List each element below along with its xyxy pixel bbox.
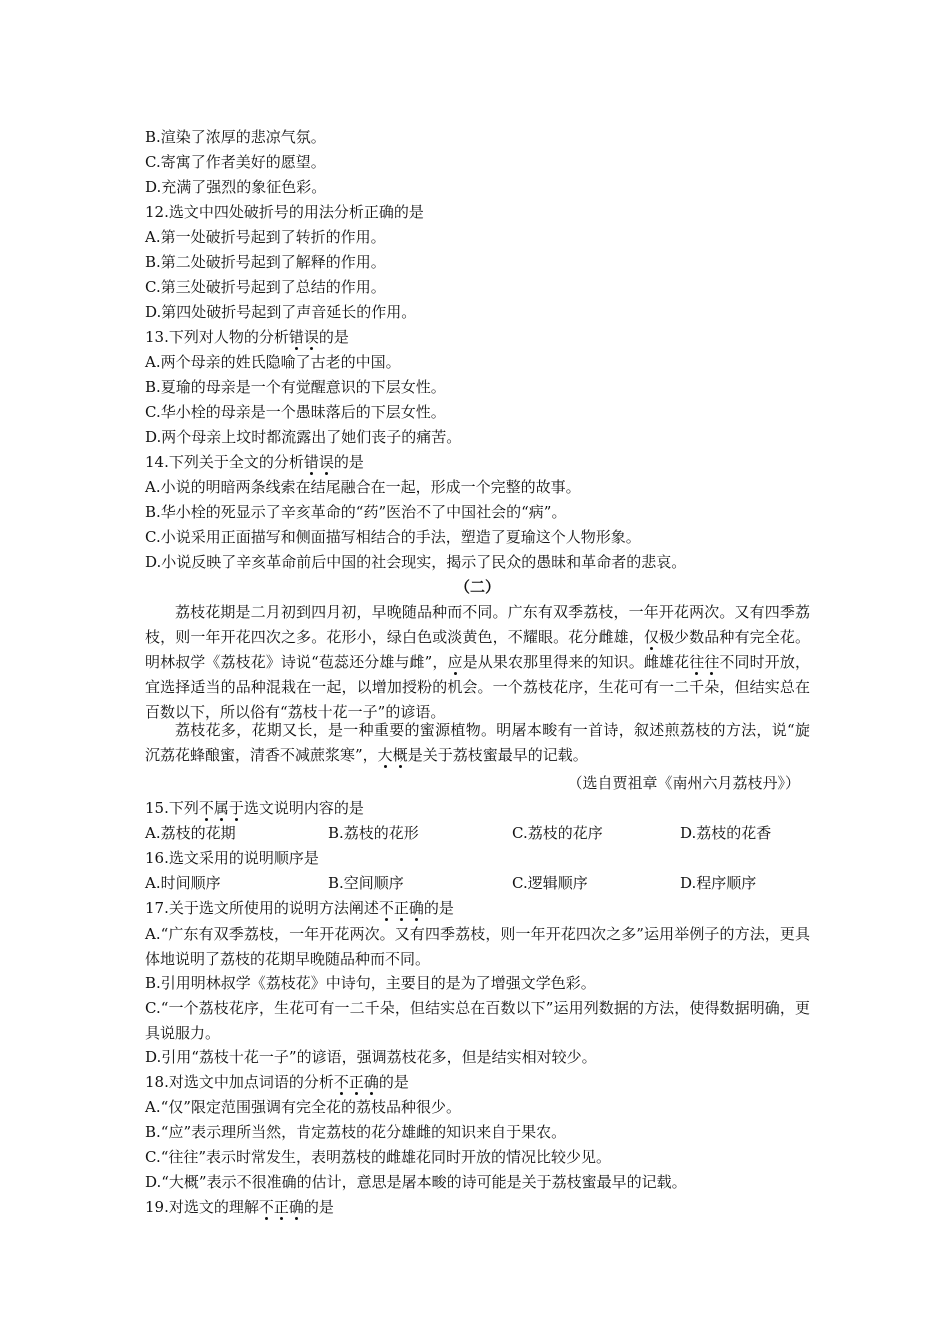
q16-option-c: C.逻辑顺序 (512, 874, 588, 892)
q14-stem-post: 的是 (333, 453, 364, 471)
q17-option-d: D.引用“荔枝十花一子”的谚语，强调荔枝花多，但是结实相对较少。 (145, 1048, 597, 1066)
q13-option-d: D.两个母亲上坟时都流露出了她们丧子的痛苦。 (145, 428, 462, 446)
emphasis-dot: 确 (288, 1198, 304, 1216)
q16-option-b: B.空间顺序 (328, 874, 404, 892)
passage-text: 是从果农那里得来的知识。雌雄花 (462, 653, 690, 671)
q14-stem (145, 451, 810, 473)
q14-option-d: D.小说反映了辛亥革命前后中国的社会现实，揭示了民众的愚昧和革命者的悲哀。 (145, 553, 687, 571)
emphasis-dot: 不 (198, 799, 214, 817)
q15-stem-post: 选文说明内容的是 (243, 799, 364, 817)
q19-stem (145, 1196, 810, 1218)
q14-option-b: B.华小栓的死显示了辛亥革命的“药”医治不了中国社会的“病”。 (145, 503, 567, 521)
q15-option-c: C.荔枝的花序 (512, 824, 603, 842)
q12-option-b: B.第二处破折号起到了解释的作用。 (145, 253, 386, 271)
q17-option-c: C.“一个荔枝花序，生花可有一二千朵，但结实总在百数以下”运用列数据的方法，使得数据明确，更具说服力。 (145, 999, 810, 1042)
emphasis-dot: 仅 (643, 628, 659, 646)
emphasis-dot: 正 (393, 899, 409, 917)
q13-option-c: C.华小栓的母亲是一个愚昧落后的下层女性。 (145, 403, 446, 421)
q11-option-b: B.渲染了浓厚的悲凉气氛。 (145, 128, 326, 146)
q16-option-d: D.程序顺序 (680, 874, 757, 892)
emphasis-dot: 正 (348, 1073, 364, 1091)
passage-text: 极少数品种有完全花。明林叔学《荔枝花》诗说“苞蕊还分雄与雌”， (145, 628, 810, 671)
q16-option-a: A.时间顺序 (145, 874, 221, 892)
passage-text: 荔枝花期是二月初到四月初，早晚随品种而不同。广东有双季荔枝，一年开花两次。又有四季荔枝，则一年开花四次之多。花形小，绿白色或淡黄色，不耀眼。花分雌雄， (145, 603, 810, 646)
q15-option-d: D.荔枝的花香 (680, 824, 772, 842)
q18-option-b: B.“应”表示理所当然，肯定荔枝的花分雄雌的知识来自于果农。 (145, 1123, 567, 1141)
passage-text: 荔枝花多，花期又长，是一种重要的蜜源植物。明屠本畯有一首诗，叙述煎荔枝的方法，说“旋沉荔花蜂酿蜜，清香不减蔗浆寒”， (145, 721, 810, 764)
emphasis-dot: 概 (392, 746, 408, 764)
q17-option-b: B.引用明林叔学《荔枝花》中诗句，主要目的是为了增强文学色彩。 (145, 974, 596, 992)
q19-stem-post: 的是 (303, 1198, 334, 1216)
section-2-title: （二） (454, 578, 500, 596)
passage-source: （选自贾祖章《南州六月荔枝丹》） (567, 774, 800, 792)
q15-stem (145, 797, 810, 819)
q13-option-a: A.两个母亲的姓氏隐喻了古老的中国。 (145, 353, 401, 371)
emphasis-dot: 错 (303, 453, 319, 471)
q19-stem-pre: 19.对选文的理解 (145, 1198, 259, 1216)
q12-option-a: A.第一处破折号起到了转折的作用。 (145, 228, 386, 246)
emphasis-dot: 确 (408, 899, 424, 917)
q14-option-a: A.小说的明暗两条线索在结尾融合在一起，形成一个完整的故事。 (145, 478, 581, 496)
q13-stem-post: 的是 (318, 328, 349, 346)
emphasis-dot: 不 (258, 1198, 274, 1216)
q17-stem (145, 897, 810, 919)
q15-option-a: A.荔枝的花期 (145, 824, 236, 842)
emphasis-dot: 正 (273, 1198, 289, 1216)
emphasis-dot: 确 (363, 1073, 379, 1091)
q18-option-d: D.“大概”表示不很准确的估计，意思是屠本畯的诗可能是关于荔枝蜜最早的记载。 (145, 1173, 687, 1191)
q12-stem: 12.选文中四处破折号的用法分析正确的是 (145, 203, 424, 221)
emphasis-dot: 不 (333, 1073, 349, 1091)
emphasis-dot: 往 (704, 653, 720, 671)
q13-stem (145, 326, 810, 348)
q14-option-c: C.小说采用正面描写和侧面描写相结合的手法，塑造了夏瑜这个人物形象。 (145, 528, 641, 546)
q18-stem-pre: 18.对选文中加点词语的分析 (145, 1073, 334, 1091)
q15-stem-pre: 15.下列 (145, 799, 199, 817)
q11-option-d: D.充满了强烈的象征色彩。 (145, 178, 327, 196)
emphasis-dot: 大 (377, 746, 393, 764)
q14-stem-pre: 14.下列关于全文的分析 (145, 453, 304, 471)
q13-stem-pre: 13.下列对人物的分析 (145, 328, 289, 346)
passage-text: 是关于荔枝蜜最早的记载。 (407, 746, 588, 764)
q11-option-c: C.寄寓了作者美好的愿望。 (145, 153, 326, 171)
emphasis-dot: 不 (378, 899, 394, 917)
q18-option-a: A.“仅”限定范围强调有完全花的荔枝品种很少。 (145, 1098, 461, 1116)
q18-stem-post: 的是 (378, 1073, 409, 1091)
emphasis-dot: 属 (213, 799, 229, 817)
emphasis-dot: 往 (689, 653, 705, 671)
emphasis-dot: 错 (288, 328, 304, 346)
q17-stem-pre: 17.关于选文所使用的说明方法阐述 (145, 899, 379, 917)
emphasis-dot: 误 (303, 328, 319, 346)
emphasis-dot: 误 (318, 453, 334, 471)
q18-stem (145, 1071, 810, 1093)
passage-paragraph-1 (145, 600, 810, 725)
q13-option-b: B.夏瑜的母亲是一个有觉醒意识的下层女性。 (145, 378, 446, 396)
q16-stem: 16.选文采用的说明顺序是 (145, 849, 319, 867)
passage-paragraph-2 (145, 718, 810, 768)
passage-text: 不同时开放，宜选择适当的品种混栽在一起，以增加授粉的机会。一个荔枝花序，生花可有一二千朵，但结实总在百数以下，所以俗有“荔枝十花一子”的谚语。 (145, 653, 810, 721)
q18-option-c: C.“往往”表示时常发生，表明荔枝的雌雄花同时开放的情况比较少见。 (145, 1148, 612, 1166)
emphasis-dot: 于 (228, 799, 244, 817)
emphasis-dot: 应 (447, 653, 463, 671)
q12-option-d: D.第四处破折号起到了声音延长的作用。 (145, 303, 417, 321)
q17-option-a: A.“广东有双季荔枝，一年开花两次。又有四季荔枝，则一年开花四次之多”运用举例子的方法，更具体地说明了荔枝的花期早晚随品种而不同。 (145, 925, 810, 968)
q15-option-b: B.荔枝的花形 (328, 824, 419, 842)
q12-option-c: C.第三处破折号起到了总结的作用。 (145, 278, 386, 296)
q17-stem-post: 的是 (423, 899, 454, 917)
